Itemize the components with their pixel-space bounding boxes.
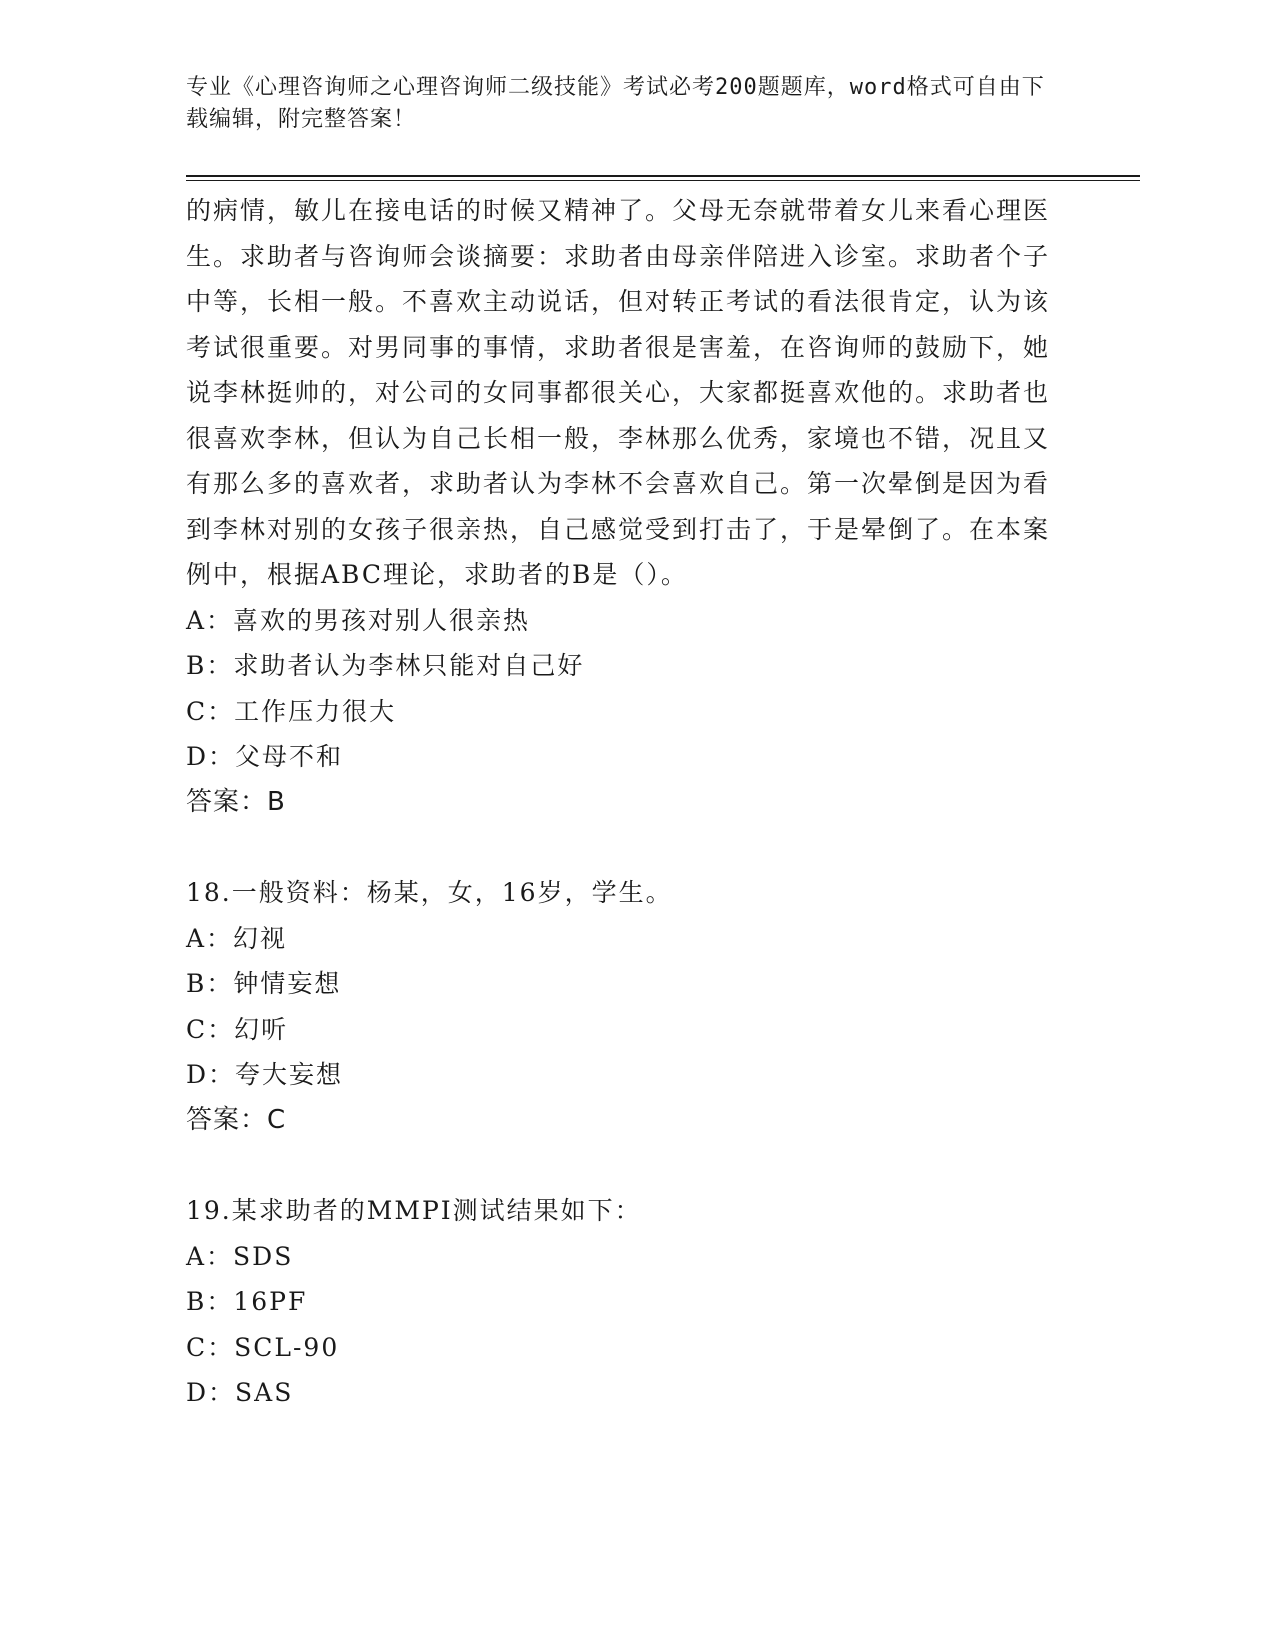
option-a: A：喜欢的男孩对别人很亲热 <box>186 605 531 635</box>
spacer <box>186 1143 1066 1188</box>
option-d: D：SAS <box>186 1378 294 1407</box>
option-c: C：工作压力很大 <box>186 696 397 726</box>
option-c: C：幻听 <box>186 1014 289 1044</box>
option-d: D：父母不和 <box>186 742 344 771</box>
option-d: D：夸大妄想 <box>186 1060 344 1089</box>
question-title: 18.一般资料：杨某，女，16岁，学生。 <box>186 878 673 907</box>
answer-label: 答案：C <box>186 1104 287 1135</box>
document-header: 专业《心理咨询师之心理咨询师二级技能》考试必考200题题库，word格式可自由下载编辑，附完整答案！ <box>186 75 1045 132</box>
document-body <box>186 188 1066 1416</box>
option-a: A：幻视 <box>186 923 288 953</box>
answer-label: 答案：B <box>186 786 286 817</box>
option-a: A：SDS <box>186 1241 294 1271</box>
option-c: C：SCL-90 <box>186 1332 340 1362</box>
option-b: B：钟情妄想 <box>186 969 342 998</box>
question-19 <box>186 1188 1066 1416</box>
question-18 <box>186 870 1066 1143</box>
option-b: B：16PF <box>186 1287 308 1316</box>
spacer <box>186 825 1066 870</box>
question-passage: 的病情，敏儿在接电话的时候又精神了。父母无奈就带着女儿来看心理医生。求助者与咨询师会谈摘要：求助者由母亲伴陪进入诊室。求助者个子中等，长相一般。不喜欢主动说话，但对转正考试的看法很肯定，认为该考试很重要。对男同事的事情，求助者很是害羞，在咨询师的鼓励下，她说李林挺帅的，对公司的女同事都很关心，大家都挺喜欢他的。求助者也很喜欢李林，但认为自己长相一般，李林那么优秀，家境也不错，况且又有那么多的喜欢者，求助者认为李林不会喜欢自己。第一次晕倒是因为看到李林对别的女孩子很亲热，自己感觉受到打击了，于是晕倒了。在本案例中，根据ABC理论，求助者的B是（）。 <box>186 196 1051 589</box>
question-title: 19.某求助者的MMPI测试结果如下： <box>186 1196 642 1225</box>
question-17 <box>186 188 1066 825</box>
header-divider-thin <box>186 180 1140 181</box>
header-divider-thick <box>186 175 1140 177</box>
option-b: B：求助者认为李林只能对自己好 <box>186 651 585 680</box>
